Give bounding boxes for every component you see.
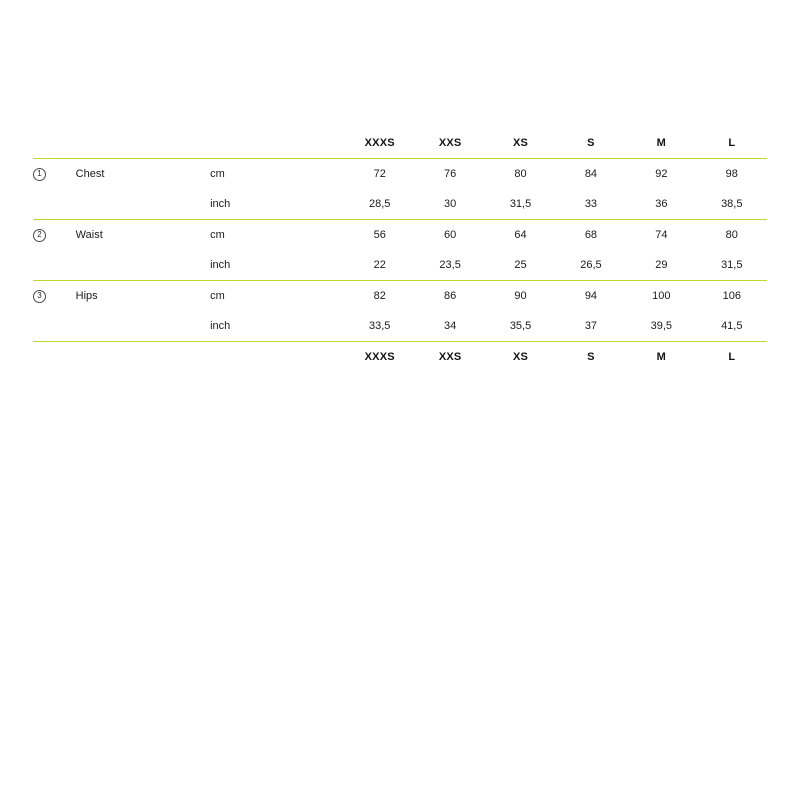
- cell-waist-cm-m: 74: [655, 228, 668, 241]
- marker-badge-3: 3: [33, 290, 46, 303]
- footer-size-l: L: [728, 350, 736, 363]
- marker-badge-1: 1: [33, 168, 46, 181]
- cell-chest-inch-s: 33: [584, 197, 598, 210]
- row-label-chest-inch-spacer: [76, 189, 210, 220]
- cell-waist-cm-l: 80: [725, 228, 738, 241]
- footer-size-m: M: [656, 350, 667, 363]
- header-size-l: L: [728, 136, 736, 149]
- cell-chest-cm-m: 92: [655, 167, 668, 180]
- cell-chest-inch-xs: 31,5: [509, 197, 532, 210]
- footer-part-spacer: [76, 342, 210, 372]
- row-marker-hips: [33, 281, 76, 311]
- row-marker-chest-inch-spacer: [33, 189, 76, 220]
- row-unit-hips-cm: cm: [210, 289, 225, 302]
- cell-hips-inch-xxxs: 33,5: [369, 319, 391, 332]
- row-unit-chest-cm: cm: [210, 167, 225, 180]
- size-chart-table-wrapper: [33, 128, 767, 372]
- cell-waist-cm-s: 68: [584, 228, 598, 241]
- footer-size-xs: XS: [512, 350, 529, 363]
- row-unit-chest-inch: inch: [210, 197, 231, 210]
- cell-chest-inch-m: 36: [655, 197, 668, 210]
- table-row-waist-cm: [33, 220, 767, 250]
- cell-chest-inch-xxxs: 28,5: [369, 197, 391, 210]
- cell-waist-cm-xxxs: 56: [373, 228, 386, 241]
- row-unit-waist-inch: inch: [210, 258, 231, 271]
- footer-size-xxs: XXS: [438, 350, 462, 363]
- cell-waist-inch-l: 31,5: [721, 258, 743, 271]
- header-marker-spacer: [33, 128, 76, 159]
- cell-waist-inch-s: 26,5: [580, 258, 602, 271]
- header-size-xs: XS: [512, 136, 529, 149]
- cell-hips-inch-l: 41,5: [721, 319, 743, 332]
- marker-badge-2: 2: [33, 229, 46, 242]
- cell-waist-cm-xxs: 60: [444, 228, 457, 241]
- row-marker-waist: [33, 220, 76, 250]
- cell-chest-cm-xxs: 76: [444, 167, 457, 180]
- cell-chest-cm-xxxs: 72: [373, 167, 386, 180]
- cell-hips-inch-m: 39,5: [650, 319, 673, 332]
- cell-hips-inch-s: 37: [584, 319, 598, 332]
- cell-hips-cm-xxxs: 82: [373, 289, 386, 302]
- row-marker-hips-inch-spacer: [33, 311, 76, 342]
- table-footer: [33, 342, 767, 372]
- cell-hips-cm-xxs: 86: [444, 289, 457, 302]
- table-body: [33, 159, 767, 343]
- row-unit-hips-inch: inch: [210, 319, 231, 332]
- header-size-s: S: [587, 136, 595, 149]
- header-row: [33, 128, 767, 159]
- cell-hips-inch-xxs: 34: [444, 319, 457, 332]
- cell-chest-inch-l: 38,5: [721, 197, 743, 210]
- cell-hips-inch-xs: 35,5: [509, 319, 532, 332]
- table-row-hips-cm: [33, 281, 767, 311]
- cell-hips-cm-xs: 90: [514, 289, 527, 302]
- cell-waist-inch-xxxs: 22: [373, 258, 386, 271]
- cell-hips-cm-m: 100: [652, 289, 671, 302]
- header-unit-spacer: [210, 128, 344, 159]
- table-row-chest-cm: [33, 159, 767, 189]
- table-header: [33, 128, 767, 159]
- footer-row: [33, 342, 767, 372]
- footer-marker-spacer: [33, 342, 76, 372]
- table-row-chest-inch: [33, 189, 767, 220]
- header-size-m: M: [656, 136, 667, 149]
- size-chart-table: [33, 128, 767, 372]
- row-label-hips: Hips: [75, 289, 98, 302]
- row-label-hips-inch-spacer: [76, 311, 210, 342]
- row-marker-chest: [33, 159, 76, 189]
- cell-waist-inch-xxs: 23,5: [439, 258, 461, 271]
- cell-chest-cm-xs: 80: [514, 167, 527, 180]
- footer-size-xxxs: XXXS: [364, 350, 395, 363]
- footer-size-s: S: [587, 350, 595, 363]
- cell-chest-cm-l: 98: [725, 167, 738, 180]
- cell-waist-inch-xs: 25: [514, 258, 527, 271]
- row-unit-waist-cm: cm: [210, 228, 225, 241]
- cell-hips-cm-l: 106: [722, 289, 741, 302]
- header-size-xxxs: XXXS: [364, 136, 395, 149]
- table-row-waist-inch: [33, 250, 767, 281]
- row-label-waist: Waist: [75, 228, 103, 241]
- cell-chest-inch-xxs: 30: [444, 197, 457, 210]
- cell-chest-cm-s: 84: [584, 167, 598, 180]
- footer-unit-spacer: [210, 342, 344, 372]
- cell-waist-inch-m: 29: [655, 258, 668, 271]
- cell-waist-cm-xs: 64: [514, 228, 527, 241]
- cell-hips-cm-s: 94: [584, 289, 598, 302]
- table-row-hips-inch: [33, 311, 767, 342]
- header-size-xxs: XXS: [438, 136, 462, 149]
- header-part-spacer: [76, 128, 210, 159]
- row-label-chest: Chest: [75, 167, 105, 180]
- row-marker-waist-inch-spacer: [33, 250, 76, 281]
- row-label-waist-inch-spacer: [76, 250, 210, 281]
